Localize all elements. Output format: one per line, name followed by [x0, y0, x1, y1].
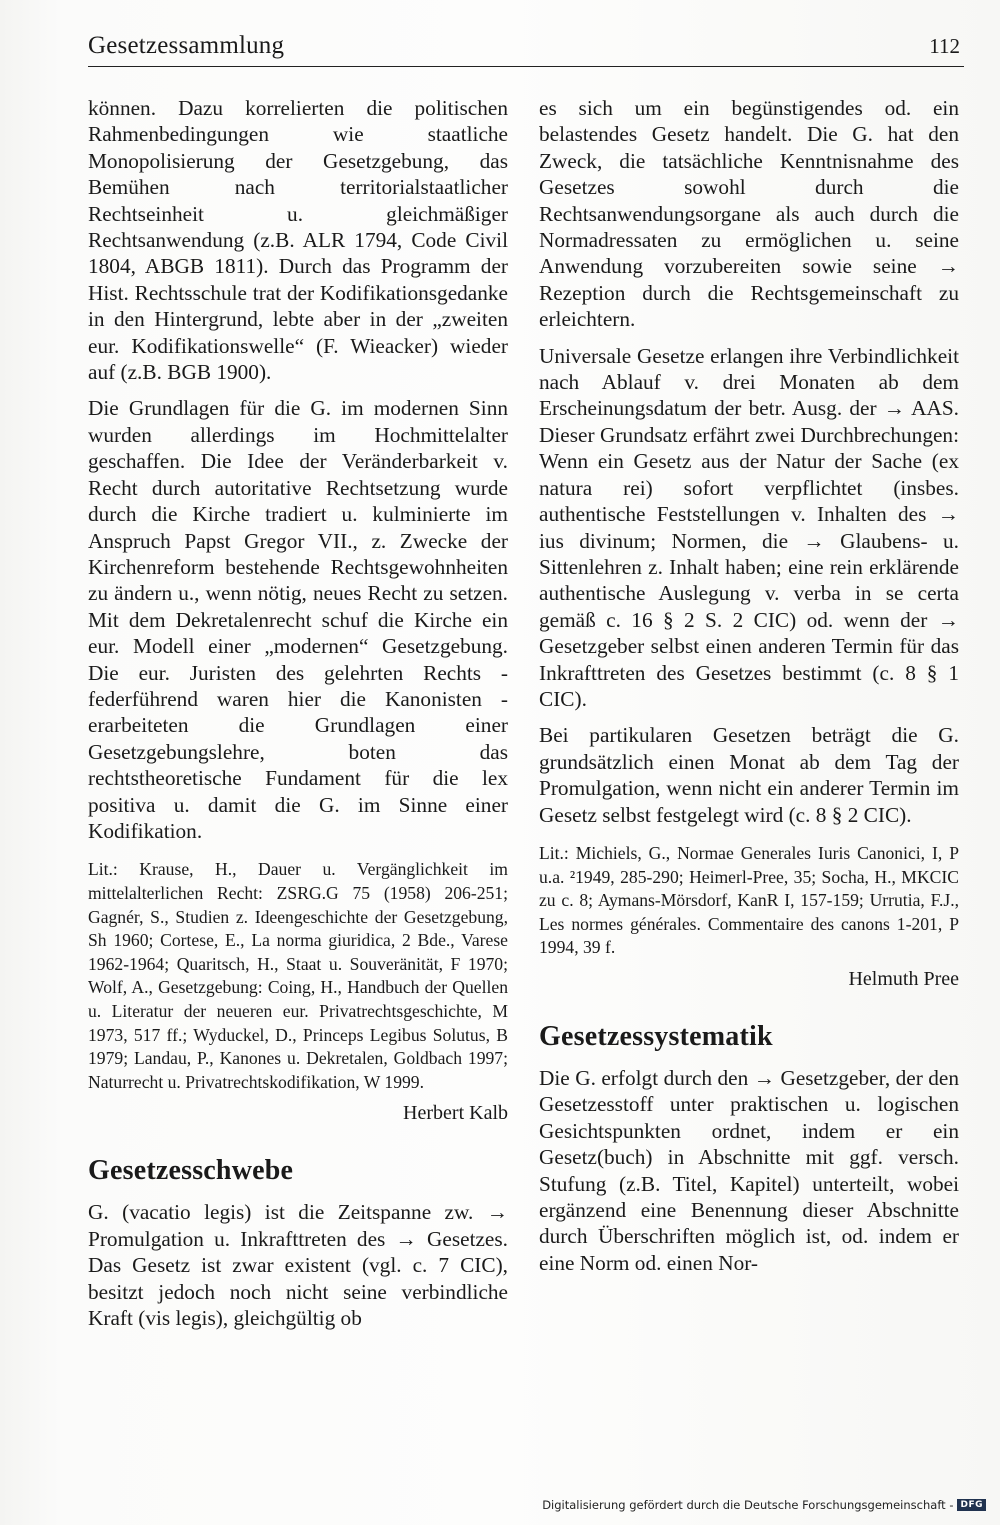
paragraph: können. Dazu korrelierten die politischen Rahmenbedingungen wie staatliche Monopolisierung der Gesetzgebung, das Bemühen nach territorialstaatlicher Rechtseinheit u. gleichmäßiger Rechtsanwendung (z.B. ALR 1794, Code Civil 1804, ABGB 1811). Durch das Programm der Hist. Rechtsschule trat der Kodifikationsgedanke in den Hintergrund, lebte aber in der „zweiten eur. Kodifikationswelle“ (F. Wieacker) wieder auf (z.B. BGB 1900).	[88, 96, 508, 385]
literature-list: Lit.: Michiels, G., Normae Generales Iuris Canonici, I, P u.a. ²1949, 285-290; Heimerl-Pree, 35; Socha, H., MKCIC zu c. 8; Aymans-Mörsdorf, KanR I, 157-159; Urrutia, F.J., Les normes générales. Commentaire des canons 1-201, P 1994, 39 f.	[539, 842, 959, 958]
paragraph: es sich um ein begünstigendes od. ein belastendes Gesetz handelt. Die G. hat den Zweck, die tatsächliche Kenntnisnahme des Gesetzes sowohl durch die Rechtsanwendungsorgane als auch durch die Normadressaten zu ermöglichen u. seine Anwendung vorzubereiten sowie seine → Rezeption durch die Rechtsgemeinschaft zu erleichtern.	[539, 96, 959, 332]
left-column	[88, 95, 508, 1341]
page-number: 112	[929, 34, 960, 58]
paragraph: G. (vacatio legis) ist die Zeitspanne zw. → Promulgation u. Inkrafttreten des → Gesetzes. Das Gesetz ist zwar existent (vgl. c. 7 CIC), besitzt jedoch noch nicht seine verbindliche Kraft (vis legis), gleichgültig ob	[88, 1200, 508, 1330]
entry-heading: Gesetzesschwebe	[88, 1155, 294, 1187]
paragraph: Bei partikularen Gesetzen beträgt die G. grundsätzlich einen Monat ab dem Tag der Promulgation, wenn nicht ein anderer Termin im Gesetz selbst festgelegt wird (c. 8 § 2 CIC).	[539, 723, 959, 827]
digitization-credit	[542, 1495, 986, 1515]
paragraph: Die Grundlagen für die G. im modernen Sinn wurden allerdings im Hochmittelalter geschaffen. Die Idee der Veränderbarkeit v. Recht durch autoritative Rechtsetzung wurde durch die Kirche tradiert u. kulminierte im Anspruch Papst Gregor VII., z. Zwecke der Kirchenreform bestehende Rechtsgewohnheiten zu ändern u., wenn nötig, neues Recht zu setzen. Mit dem Dekretalenrecht schuf die Kirche ein eur. Modell einer „modernen“ Gesetzgebung. Die eur. Juristen des gelehrten Rechts - federführend waren hier die Kanonisten - erarbeiteten die Grundlagen einer Gesetzgebungslehre, boten das rechtstheoretische Fundament für die lex positiva u. damit die G. im Sinne einer Kodifikation.	[88, 396, 508, 843]
paragraph: Die G. erfolgt durch den → Gesetzgeber, der den Gesetzesstoff unter praktischen u. logischen Gesichtspunkten ordnet, indem er ein Gesetz(buch) in Abschnitte mit ggf. versch. Stufung (z.B. Titel, Kapitel) unterteilt, wobei ergänzend eine Benennung dieser Abschnitte durch Überschriften möglich ist, od. indem er eine Norm od. einen Nor-	[539, 1065, 959, 1275]
dfg-logo: DFG	[957, 1499, 986, 1511]
right-column	[539, 95, 959, 1286]
running-head	[88, 28, 964, 67]
author-signature: Helmuth Pree	[848, 967, 959, 990]
credit-text: Digitalisierung gefördert durch die Deutsche Forschungsgemeinschaft -	[542, 1498, 954, 1512]
paragraph: Universale Gesetze erlangen ihre Verbindlichkeit nach Ablauf v. drei Monaten ab dem Erscheinungsdatum der betr. Ausg. der → AAS. Dieser Grundsatz erfährt zwei Durchbrechungen: Wenn ein Gesetz aus der Natur der Sache (ex natura rei) sofort verpflichtet (insbes. authentische Feststellungen v. Inhalten des → ius divinum; Normen, die → Glaubens- u. Sittenlehren z. Inhalt haben; eine rein erklärende authentische Auslegung v. verba in se certa gemäß c. 16 § 2 S. 2 CIC) od. wenn der → Gesetzgeber selbst einen anderen Termin für das Inkrafttreten des Gesetzes bestimmt (c. 8 § 1 CIC).	[539, 343, 959, 711]
running-title: Gesetzessammlung	[88, 32, 285, 59]
entry-heading: Gesetzessystematik	[539, 1020, 773, 1052]
author-signature: Herbert Kalb	[403, 1102, 508, 1125]
literature-list: Lit.: Krause, H., Dauer u. Vergänglichkeit im mittelalterlichen Recht: ZSRG.G 75 (1958) 206-251; Gagnér, S., Studien z. Ideengeschichte der Gesetzgebung, Sh 1960; Cortese, E., La norma giuridica, 2 Bde., Varese 1962-1964; Quaritsch, H., Staat u. Souveränität, F 1970; Wolf, A., Gesetzgebung: Coing, H., Handbuch der Quellen u. Literatur der neueren eur. Privatrechtsgeschichte, M 1973, 517 ff.; Wyduckel, D., Princeps Legibus Solutus, B 1979; Landau, P., Kanones u. Dekretalen, Goldbach 1997; Naturrecht u. Privatrechtskodifikation, W 1999.	[88, 859, 508, 1092]
